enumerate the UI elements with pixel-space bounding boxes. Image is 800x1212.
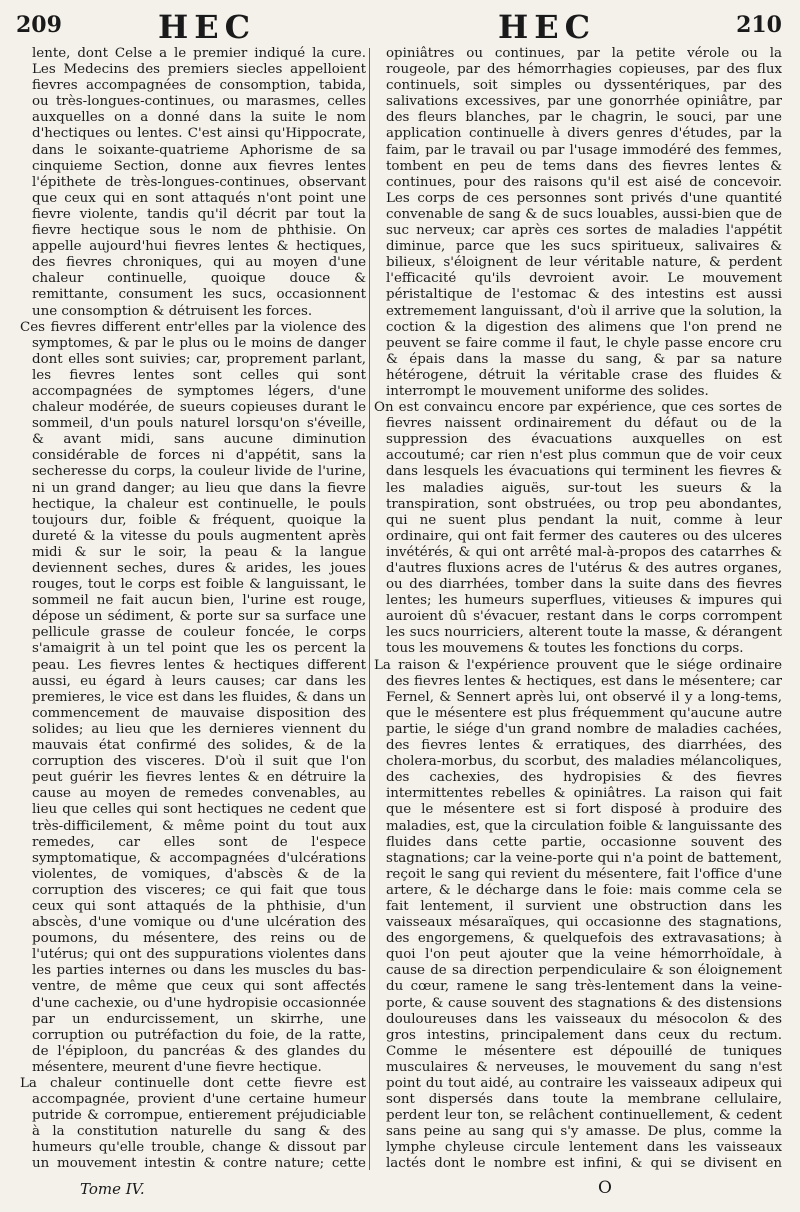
page-number-right: 210 [736,12,782,38]
paragraph: On est convaincu encore par expérience, que ces sortes de fievres naissent ordinairement du défaut ou de la suppression des évacuations auxquelles on est accoutumé; car rien n'est plus commun que de voir ceux dans lesquels les évacuations qui terminent les fievres & les maladies aiguës, sur-tout les sueurs & la transpiration, sont obstruées, ou trop peu abondantes, qui ne suent plus pendant la nuit, comme à leur ordinaire, qui ont fait fermer des cauteres ou des ulceres invétérés, & qui ont arrêté mal-à-propos des catarrhes & d'autres fluxions acres de l'utérus & des autres organes, ou des diarrhées, tomber dans la suite dans des fievres lentes; les humeurs superflues, vitieuses & impures qui auroient dû s'évacuer, restant dans le corps corrompent les sucs nourriciers, alterent toute la masse, & dérangent tous les mouvemens & toutes les fonctions du corps. [374,400,782,657]
paragraph: La chaleur continuelle dont cette fievre est accompagnée, provient d'une certaine humeur putride & corrompue, entierement préjudiciable à la constitution naturelle du sang & des humeurs qu'elle trouble, change & dissout par un mouvement intestin & contre nature; cette [20,1076,366,1172]
running-header [10,8,790,46]
page-footer [0,1180,800,1204]
right-column [374,46,782,1172]
left-column [20,46,366,1172]
paragraph: La raison & l'expérience prouvent que le siége ordinaire des fievres lentes & hectiques, est dans le mésentere; car Fernel, & Sennert après lui, ont observé il y a long-tems, que le mésentere est plus fréquemment qu'aucune autre partie, le siége d'un grand nombre de maladies cachées, des fievres lentes & erratiques, des diarrhées, des cholera-morbus, du scorbut, des maladies mélancoliques, des cachexies, des hydropisies & des fievres intermittentes rebelles & opiniâtres. La raison qui fait que le mésentere est si fort disposé à produire des maladies, est, que la circulation foible & languissante des fluides dans cette partie, occasionne souvent des stagnations; car la veine-porte qui n'a point de battement, reçoit le sang qui revient du mésentere, fait l'office d'une artere, & le décharge dans le foie: mais comme cela se fait lentement, il survient une obstruction dans les vaisseaux mésaraïques, qui occasionne des stagnations, des engorgemens, & quelquefois des extravasations; à quoi l'on peut ajouter que la veine hémorrhoïdale, à cause de sa direction perpendiculaire & son éloignement du cœur, ramene le sang très-lentement dans la veine-porte, & cause souvent des stagnations & des distensions douloureuses dans les vaisseaux du mésocolon & des gros intestins, principalement dans ceux du rectum. Comme le mésentere est dépouillé de tuniques musculaires & nerveuses, le mouvement du sang n'est point du tout aidé, au contraire les vaisseaux adipeux qui sont dispersés dans toute la membrane cellulaire, perdent leur ton, se relâchent continuellement, & cedent sans peine au sang qui s'y amasse. De plus, comme la lymphe chyleuse circule lentement dans les vaisseaux lactés dont le nombre est infini, & qui se divisent en [374,657,782,1172]
running-head-left: HEC [158,8,257,46]
paragraph: opiniâtres ou continues, par la petite vérole ou la rougeole, par des hémorrhagies copieuses, par des flux continuels, soit simples ou dyssentériques, par des salivations excessives, par une gonorrhée opiniâtre, par des fleurs blanches, par le chagrin, le souci, par une application continuelle à divers genres d'études, par la faim, par le travail ou par l'usage immodéré des femmes, tombent en peu de tems dans des fievres lentes & continues, pour des raisons qu'il est aisé de concevoir. Les corps de ces personnes sont privés d'une quantité convenable de sang & de sucs louables, aussi-bien que de suc nerveux; car après ces sortes de maladies l'appétit diminue, parce que les sucs spiritueux, salivaires & bilieux, s'éloignent de leur véritable nature, & perdent l'efficacité qu'ils devroient avoir. Le mouvement péristaltique de l'estomac & des intestins est aussi extremement languissant, d'où il arrive que la solution, la coction & la digestion des alimens que l'on prend ne peuvent se faire comme il faut, le chyle passe encore cru & épais dans la masse du sang, & par sa nature hétérogene, détruit la véritable crase des fluides & interrompt le mouvement uniforme des solides. [386,46,782,399]
paragraph: lente, dont Celse a le premier indiqué la cure. Les Medecins des premiers siecles appelloient fievres accompagnées de consomption, tabida, ou très-longues-continues, ou marasmes, celles auxquelles on a donné dans la suite le nom d'hectiques ou lentes. C'est ainsi qu'Hippocrate, dans le soixante-quatrieme Aphorisme de sa cinquieme Section, donne aux fievres lentes l'épithete de très-longues-continues, observant que ceux qui en sont attaqués n'ont point une fievre violente, tandis qu'il décrit par tout la fievre hectique sous le nom de phthisie. On appelle aujourd'hui fievres lentes & hectiques, des fievres chroniques, qui au moyen d'une chaleur continuelle, quoique douce & remittante, consument les sucs, occasionnent une consomption & détruisent les forces. [32,46,366,319]
running-head-right: HEC [498,8,597,46]
column-divider [369,48,370,1170]
paragraph: Ces fievres different entr'elles par la violence des symptomes, & par le plus ou le moins de danger dont elles sont suivies; car, proprement parlant, les fievres lentes sont celles qui sont accompagnées de symptomes légers, d'une chaleur modérée, de sueurs copieuses durant le sommeil, d'un pouls naturel lorsqu'on s'éveille, & avant midi, sans aucune diminution considérable de forces ni d'appétit, sans la secheresse du corps, la couleur livide de l'urine, ni un grand danger; au lieu que dans la fievre hectique, la chaleur est continuelle, le pouls toujours dur, foible & fréquent, quoique la dureté & la vitesse du pouls augmentent après midi & sur le soir, la peau & la langue deviennent seches, dures & arides, les joues rouges, tout le corps est foible & languissant, le sommeil ne fait aucun bien, l'urine est rouge, dépose un sédiment, & porte sur sa surface une pellicule grasse de couleur foncée, le corps s'amaigrit à un tel point que les os percent la peau. Les fievres lentes & hectiques different aussi, eu égard à leurs causes; car dans les premieres, le vice est dans les fluides, & dans un commencement de mauvaise disposition des solides; au lieu que les dernieres viennent du mauvais état confirmé des solides, & de la corruption des visceres. D'où il suit que l'on peut guérir les fievres lentes & en détruire la cause au moyen de remedes convenables, au lieu que celles qui sont hectiques ne cedent que très-difficilement, & même point du tout aux remedes, car elles sont de l'espece symptomatique, & accompagnées d'ulcérations violentes, de vomiques, d'abscès & de la corruption des visceres; ce qui fait que tous ceux qui sont attaqués de la phthisie, d'un abscès, d'une vomique ou d'une ulcération des poumons, du mésentere, des reins ou de l'utérus; qui ont des suppurations violentes dans les parties internes ou dans les muscles du bas-ventre, de même que ceux qui sont affectés d'une cachexie, ou d'une hydropisie occasionnée par un endurcissement, un skirrhe, une corruption ou putréfaction du foie, de la ratte, de l'épiploon, du pancréas & des glandes du mésentere, meurent d'une fievre hectique. [20,319,366,1075]
signature-mark: O [598,1178,612,1198]
page-number-left: 209 [16,12,62,38]
volume-label: Tome IV. [80,1180,145,1198]
